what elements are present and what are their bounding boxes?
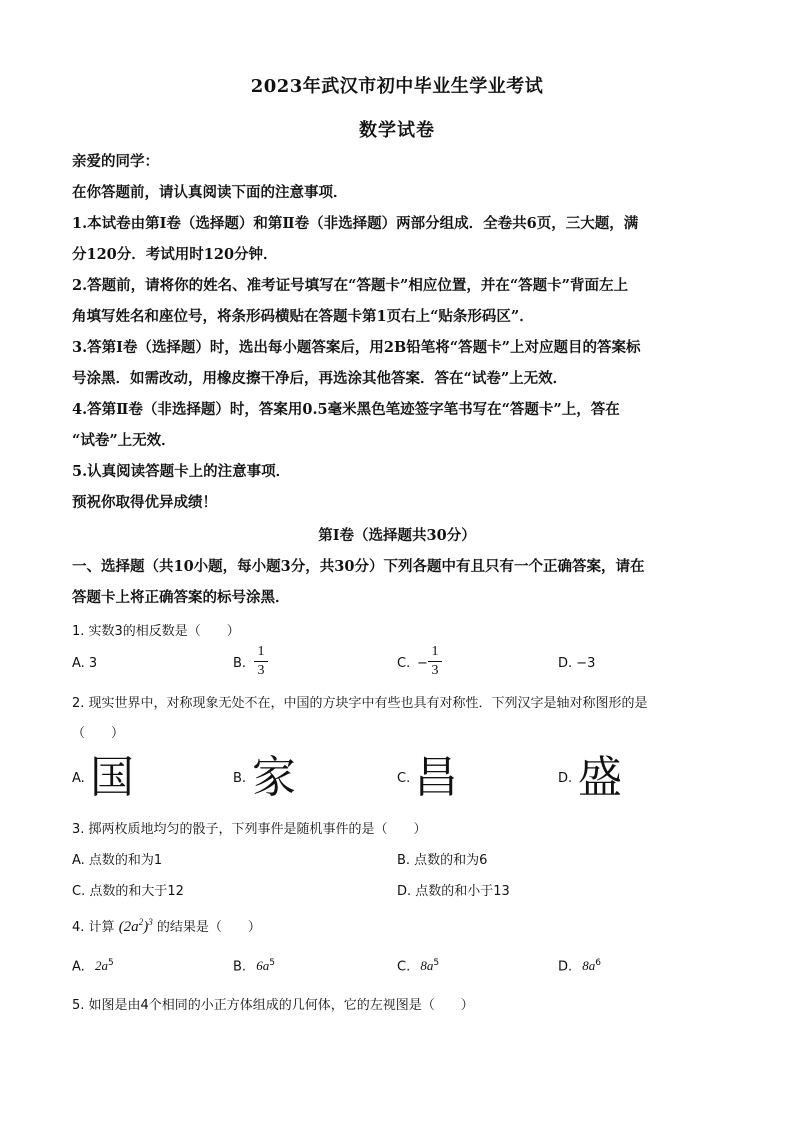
q2-option-c-char: 昌 [414,752,458,803]
q3-option-d: D. 点数的和小于13 [397,884,510,899]
q4-option-c [397,958,439,974]
part-heading: 答题卡上将正确答案的标号涂黑． [72,589,290,606]
option-exp: 5 [107,958,114,968]
q2-option-d-char: 盛 [578,752,622,803]
option-coef: 8a [420,958,434,974]
q2-option-a-label: A. [72,771,85,786]
instruction-line: 1.本试卷由第Ⅰ卷（选择题）和第Ⅱ卷（非选择题）两部分组成．全卷共6页，三大题，满 [72,215,639,232]
option-exp: 5 [269,958,275,968]
q2-option-b-char: 家 [252,752,296,803]
question-4-stem [72,916,261,936]
q4-expr-inner-exp: 2 [138,917,144,927]
q4-expr-outer-exp: 3 [148,917,153,927]
q1-option-b-fraction [254,644,268,679]
q3-option-b: B. 点数的和为6 [397,853,488,868]
instruction-line: 号涂黑．如需改动，用橡皮擦干净后，再选涂其他答案．答在“试卷”上无效． [72,370,568,387]
question-2-stem: 2. 现实世界中，对称现象无处不在，中国的方块字中有些也具有对称性．下列汉字是轴对称图形的是 [72,696,648,711]
instruction-line: 亲爱的同学： [72,153,159,170]
q4-option-b [233,958,275,974]
option-coef: 8a [582,958,596,974]
q4-stem-prefix: 4. 计算 [72,920,115,935]
section-title: 第Ⅰ卷（选择题共30分） [318,527,476,544]
fraction-denominator: 3 [257,663,265,678]
instruction-line: 3.答第Ⅰ卷（选择题）时，选出每小题答案后，用2B铅笔将“答题卡”上对应题目的答案标 [72,339,641,356]
question-2-stem-cont: （ ） [72,726,125,741]
instruction-line: 预祝你取得优异成绩！ [72,494,217,511]
q2-option-d-label: D. [558,771,573,786]
q1-option-a: A. 3 [72,656,98,671]
q1-option-c-fraction [428,644,442,679]
part-heading: 一、选择题（共10小题，每小题3分，共30分）下列各题中有且只有一个正确答案，请在 [72,558,645,575]
q3-option-a: A. 点数的和为1 [72,853,163,868]
instruction-line: 在你答题前，请认真阅读下面的注意事项． [72,184,348,201]
fraction-bar [254,661,268,662]
q2-option-c-label: C. [397,771,411,786]
q4-expression [119,919,153,935]
option-label: C. [397,959,411,975]
q4-expr-base: (2a [118,919,139,935]
instruction-line: “试卷”上无效． [72,432,176,449]
q1-option-d: D. −3 [558,656,596,671]
q3-option-c: C. 点数的和大于12 [72,884,184,899]
q1-option-c-label: C. [397,656,411,671]
instruction-line: 4.答第Ⅱ卷（非选择题）时，答案用0.5毫米黑色笔迹签字笔书写在“答题卡”上，答在 [72,401,620,418]
option-label: B. [233,959,247,975]
option-exp: 6 [595,958,602,968]
fraction-bar [428,661,442,662]
q2-option-b-label: B. [233,771,247,786]
q4-expr-close: ) [143,919,149,935]
exam-title: 2023年武汉市初中毕业生学业考试 [250,76,544,97]
q2-option-a-char: 国 [90,752,134,803]
q4-option-a [72,958,114,974]
q4-option-d [558,958,601,974]
instruction-line: 分120分．考试用时120分钟． [72,246,278,263]
q1-option-c-sign: − [417,656,428,671]
q4-stem-suffix: 的结果是（ ） [156,920,261,935]
option-label: A. [72,959,85,975]
fraction-denominator: 3 [431,663,439,678]
instruction-line: 5.认真阅读答题卡上的注意事项． [72,463,291,480]
option-coef: 6a [256,958,270,974]
question-3-stem: 3. 掷两枚质地均匀的骰子，下列事件是随机事件的是（ ） [72,822,427,837]
question-1-stem: 1. 实数3的相反数是（ ） [72,624,240,639]
fraction-numerator: 1 [257,644,265,659]
option-label: D. [558,959,573,975]
instruction-line: 2.答题前，请将你的姓名、准考证号填写在“答题卡”相应位置，并在“答题卡”背面左上 [72,277,628,294]
option-coef: 2a [94,958,108,974]
question-5-stem: 5. 如图是由4个相同的小正方体组成的几何体，它的左视图是（ ） [72,998,474,1013]
instruction-line: 角填写姓名和座位号，将条形码横贴在答题卡第1页右上“贴条形码区”． [72,308,534,325]
fraction-numerator: 1 [431,644,439,659]
q1-option-b-label: B. [233,656,247,671]
exam-subtitle: 数学试卷 [359,120,435,141]
option-exp: 5 [433,958,440,968]
